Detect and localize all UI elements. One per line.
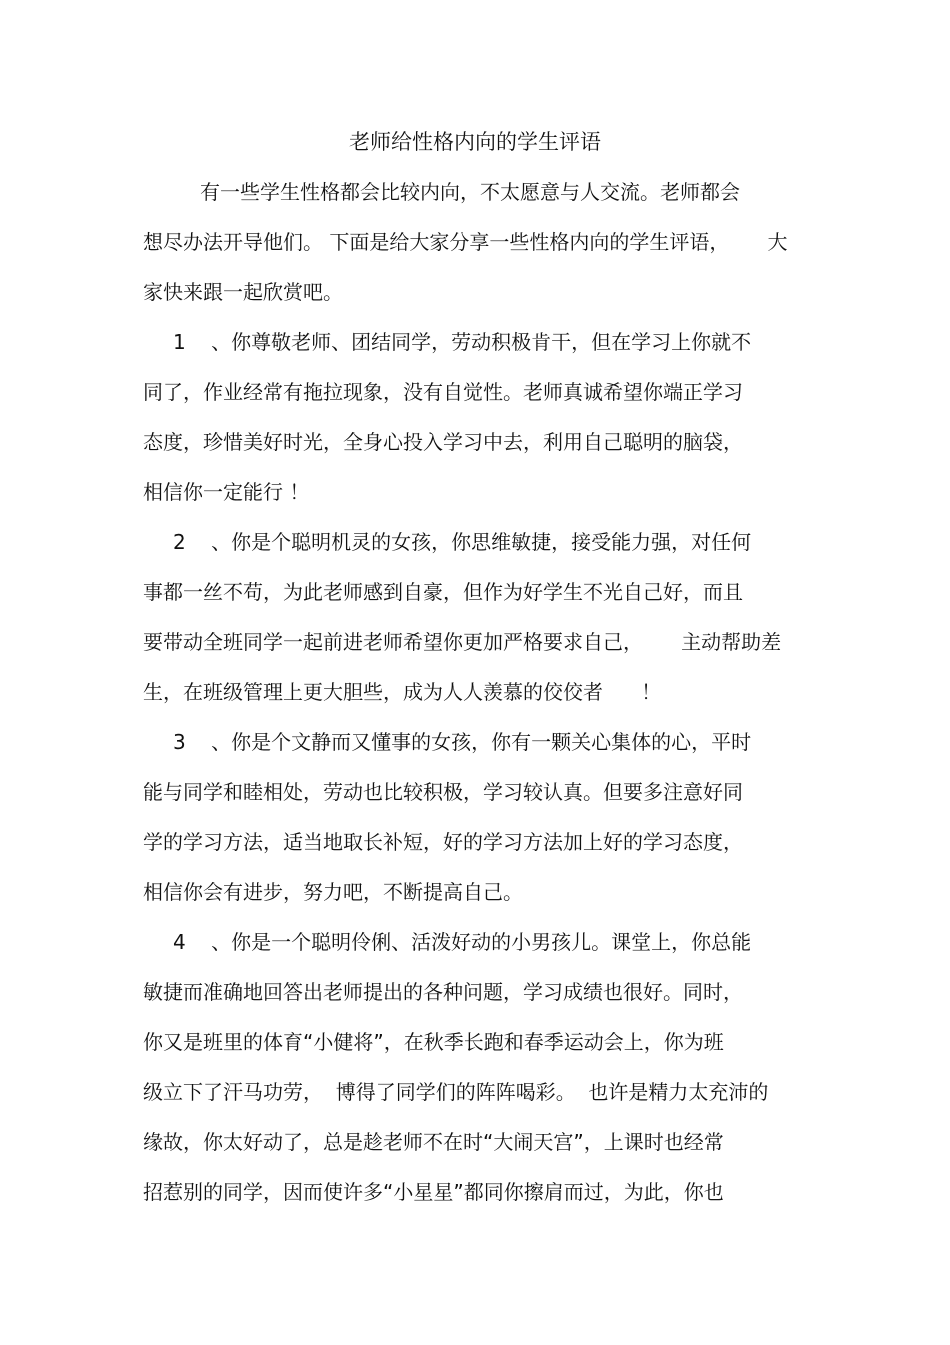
comment-3-line: 能与同学和睦相处，劳动也比较积极，学习较认真。但要多注意好同 <box>143 780 743 804</box>
comment-3-line: 学的学习方法，适当地取长补短，好的学习方法加上好的学习态度， <box>143 830 743 854</box>
comment-1-line: 相信你一定能行 ！ <box>143 480 310 504</box>
comment-2-line: 2 、你是个聪明机灵的女孩，你思维敏捷，接受能力强，对任何 <box>173 530 752 554</box>
comment-4-line: 你又是班里的体育“小健将”，在秋季长跑和春季运动会上，你为班 <box>143 1030 724 1054</box>
paragraph-line: 家快来跟一起欣赏吧。 <box>143 280 343 304</box>
comment-2-line: 要带动全班同学一起前进老师希望你更加严格要求自己， 主动帮助差 <box>143 630 782 654</box>
comment-1-line: 同了，作业经常有拖拉现象，没有自觉性。老师真诚希望你端正学习 <box>143 380 743 404</box>
comment-4-line: 招惹别的同学，因而使许多“小星星”都同你擦肩而过，为此，你也 <box>143 1180 724 1204</box>
comment-1-line: 态度，珍惜美好时光，全身心投入学习中去，利用自己聪明的脑袋， <box>143 430 743 454</box>
comment-1-line: 1 、你尊敬老师、团结同学，劳动积极肯干，但在学习上你就不 <box>173 330 752 354</box>
paragraph-line: 有一些学生性格都会比较内向，不太愿意与人交流。老师都会 <box>200 180 740 204</box>
comment-2-line: 生，在班级管理上更大胆些，成为人人羡慕的佼佼者 ！ <box>143 680 662 704</box>
comment-4-line: 敏捷而准确地回答出老师提出的各种问题，学习成绩也很好。同时， <box>143 980 743 1004</box>
comment-3-line: 3 、你是个文静而又懂事的女孩，你有一颗关心集体的心，平时 <box>173 730 752 754</box>
comment-4-line: 4 、你是一个聪明伶俐、活泼好动的小男孩儿。课堂上，你总能 <box>173 930 752 954</box>
comment-3-line: 相信你会有进步，努力吧，不断提高自己。 <box>143 880 523 904</box>
comment-4-line: 级立下了汗马功劳， 博得了同学们的阵阵喝彩。 也许是精力太充沛的 <box>143 1080 769 1104</box>
paragraph-line: 想尽办法开导他们。 下面是给大家分享一些性格内向的学生评语， 大 <box>143 230 788 254</box>
document-title: 老师给性格内向的学生评语 <box>349 130 601 154</box>
comment-2-line: 事都一丝不苟，为此老师感到自豪，但作为好学生不光自己好，而且 <box>143 580 743 604</box>
comment-4-line: 缘故，你太好动了，总是趁老师不在时“大闹天宫”，上课时也经常 <box>143 1130 724 1154</box>
